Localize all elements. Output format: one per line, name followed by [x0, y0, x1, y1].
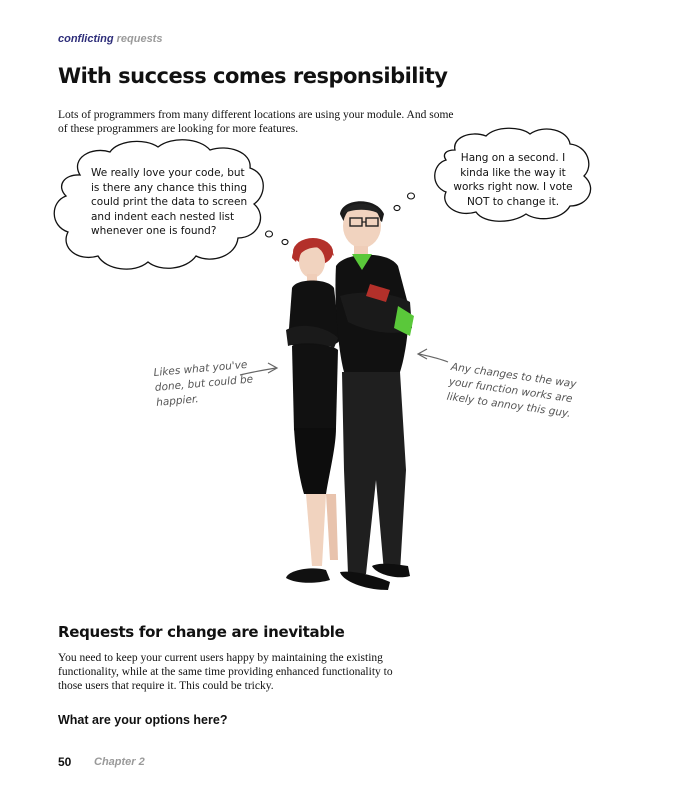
section-word-requests: requests: [116, 33, 163, 45]
options-question: What are your options here?: [58, 713, 228, 727]
thought-bubble-left-text: We really love your code, but is there any chance this thing could print the data to screen and indent each nested list whenever one is found?: [91, 167, 248, 237]
page-number: 50: [58, 755, 72, 769]
annotation-right: Any changes to the way your function works are likely to annoy this guy.: [446, 360, 578, 420]
page-title: With success comes responsibility: [58, 64, 448, 88]
man-figure: [335, 201, 414, 590]
annotation-left: Likes what you've done, but could be happier.: [153, 358, 254, 409]
arrow-right-annotation: [419, 354, 448, 362]
chapter-label: Chapter 2: [94, 756, 145, 768]
section-body: You need to keep your current users happy by maintaining the existing functionality, while at the same time providing enhanced functionality to those users that require it. This could be tricky.: [58, 652, 393, 692]
thought-bubble-right-text: Hang on a second. I kinda like the way it works right now. I vote NOT to change it.: [453, 152, 573, 208]
section-word-conflicting: conflicting: [58, 33, 114, 45]
section-header: [58, 33, 162, 45]
woman-figure: [286, 238, 340, 583]
section-heading: Requests for change are inevitable: [58, 623, 345, 641]
intro-paragraph: Lots of programmers from many different locations are using your module. And some of these programmers are looking for more features.: [58, 109, 454, 135]
